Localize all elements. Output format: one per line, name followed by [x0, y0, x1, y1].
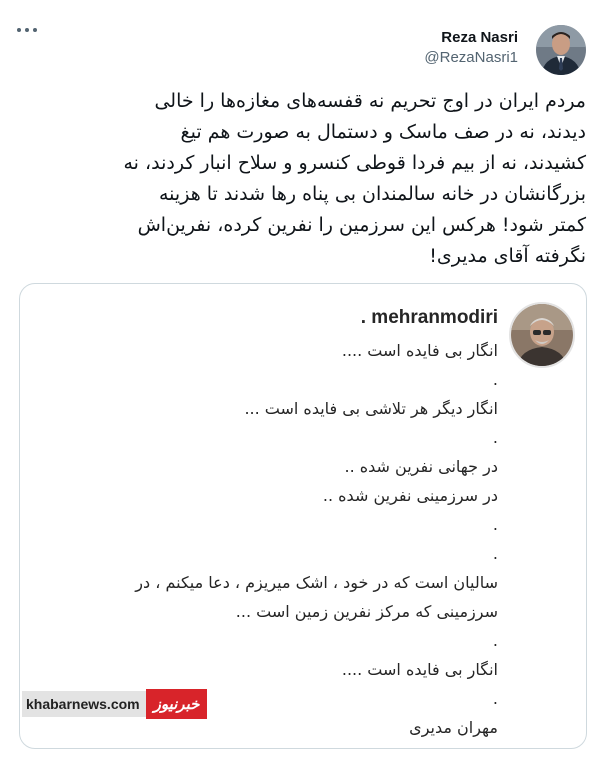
caption-line: در سرزمینی نفرین شده .. — [322, 486, 498, 505]
caption-line: . — [492, 515, 498, 534]
caption-line: انگار بی فایده است .... — [341, 341, 498, 360]
more-options-button[interactable] — [16, 22, 42, 38]
watermark-url: khabarnews.com — [22, 691, 146, 717]
instagram-username-text: mehranmodiri — [371, 307, 498, 328]
tweet-text-line: نگرفته آقای مدیری! — [429, 245, 586, 267]
caption-line: انگار بی فایده است .... — [341, 660, 498, 679]
author-display-name[interactable]: Reza Nasri — [441, 29, 518, 46]
watermark — [22, 689, 207, 719]
instagram-username-dot: . — [360, 307, 367, 328]
caption-line: . — [492, 689, 498, 708]
tweet-author[interactable] — [424, 28, 518, 68]
more-dot — [33, 28, 37, 32]
tweet-text-line: بزرگانشان در خانه سالمندان بی پناه رها شدند تا هزینه — [159, 183, 586, 205]
caption-line: سالیان است که در خود ، اشک میریزم ، دعا میکنم ، در — [135, 573, 498, 592]
instagram-username — [320, 306, 498, 330]
caption-line: . — [492, 631, 498, 650]
tweet-text-line: مردم ایران در اوج تحریم نه قفسه‌های مغازه‌ها را خالی — [154, 90, 586, 112]
caption-line: مهران مدیری — [409, 718, 498, 737]
caption-line: در جهانی نفرین شده .. — [344, 457, 498, 476]
tweet-text-line: دیدند، نه در صف ماسک و دستمال به صورت هم تیغ — [180, 121, 586, 143]
author-handle[interactable]: @RezaNasri1 — [424, 49, 518, 66]
caption-line: انگار دیگر هر تلاشی بی فایده است ... — [244, 399, 498, 418]
author-avatar[interactable] — [536, 25, 586, 75]
tweet-text-line: کمتر شود! هرکس این سرزمین را نفرین کرده، نفرین‌اش — [137, 214, 586, 236]
watermark-logo: خبرنیوز — [146, 689, 208, 719]
tweet-text-line: کشیدند، نه از بیم فردا قوطی کنسرو و سلاح انبار کردند، نه — [123, 152, 586, 174]
instagram-caption — [30, 336, 498, 742]
instagram-profile-picture — [509, 302, 575, 368]
caption-line: سرزمینی که مرکز نفرین زمین است ... — [235, 602, 498, 621]
caption-line: . — [492, 428, 498, 447]
more-horizontal-icon — [17, 28, 21, 32]
avatar-image — [536, 25, 586, 75]
tweet-text — [20, 86, 586, 272]
tweet-media-image[interactable] — [19, 283, 587, 749]
caption-line: . — [492, 370, 498, 389]
profile-photo — [511, 304, 573, 366]
caption-line: . — [492, 544, 498, 563]
more-dot — [25, 28, 29, 32]
